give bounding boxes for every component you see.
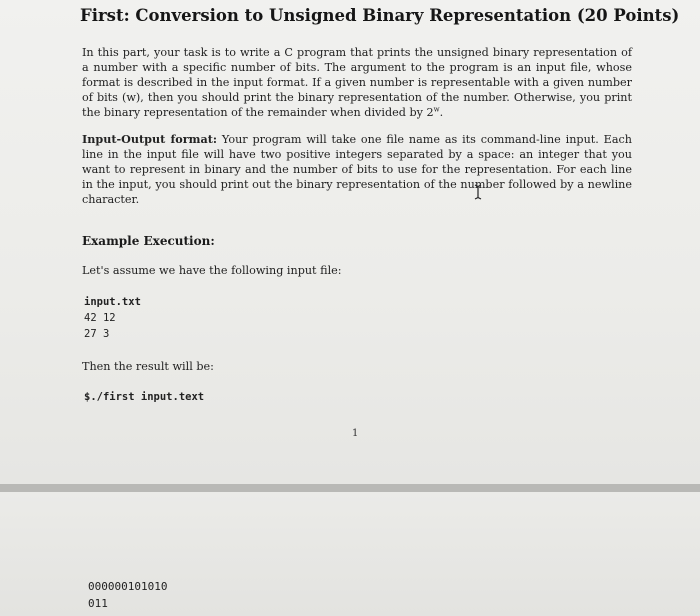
page-title: First: Conversion to Unsigned Binary Representation (20 Points) [80,6,680,25]
output-line-1: 000000101010 [88,580,168,593]
intro-paragraph [82,45,632,120]
io-format-text: Your program will take one file name as its command-line input. Each line in the input file will have two positive integers separated by a space: an integer that you want to represent in binary and the number of bits to use for the representation. For each line in the input, you should print out the binary representation of the number followed by a newline character. [82,133,632,206]
intro-exponent: w [433,105,440,114]
intro-end: . [439,106,444,119]
result-line: Then the result will be: [82,360,214,373]
page-break [0,484,700,492]
page-number: 1 [352,428,359,439]
text-cursor-icon [473,184,483,200]
output-line-2: 011 [88,597,108,610]
io-format-label: Input-Output format: [82,132,218,146]
assume-line: Let's assume we have the following input file: [82,264,342,277]
io-format-paragraph [82,132,632,207]
intro-text: In this part, your task is to write a C program that prints the unsigned binary representation of a number with a specific number of bits. The argument to the program is an input file, whose format is described in the input format. If a given number is representable with a given number of bits (w), then you should print the binary representation of the number. Otherwise, you print the binary representation of the remainder when divided by 2 [82,46,632,119]
document-page-2 [0,492,700,616]
command-line: $./first input.text [84,391,205,403]
input-file-name: input.txt [84,296,141,308]
input-line-2: 27 3 [84,328,110,340]
example-heading: Example Execution: [82,234,215,248]
input-line-1: 42 12 [84,312,116,324]
